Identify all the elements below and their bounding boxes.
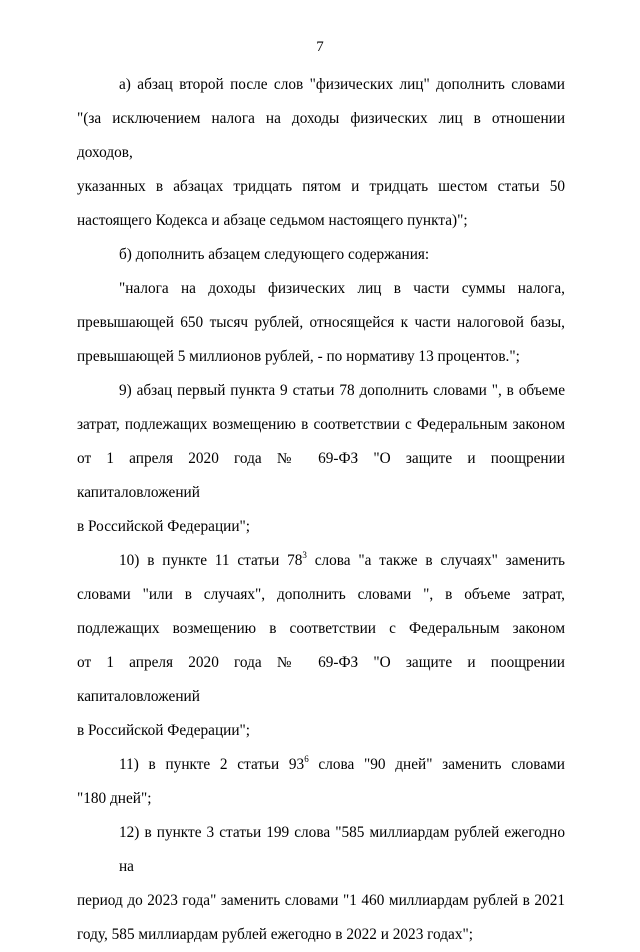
text-line: 9) абзац первый пункта 9 статьи 78 дополнить словами ", в объеме [119,382,565,399]
text-line: подлежащих возмещению в соответствии с Федеральным законом [77,620,565,637]
text-fragment: слова "90 дней" заменить словами [308,756,565,773]
text-line: "180 дней"; [77,790,152,807]
text-line: году, 585 миллиардам рублей ежегодно в 2022 и 2023 годах"; [77,926,473,943]
text-line: превышающей 650 тысяч рублей, относящейся к части налоговой базы, [77,314,565,331]
paragraph-item-11 [77,748,565,816]
paragraph-a [77,68,565,238]
text-line: период до 2023 года" заменить словами "1 460 миллиардам рублей в 2021 [77,892,565,909]
text-line: от 1 апреля 2020 года № 69-ФЗ "О защите и поощрении капиталовложений [77,654,565,705]
text-line: "налога на доходы физических лиц в части суммы налога, [119,280,565,297]
text-line: в Российской Федерации"; [77,518,250,535]
text-line: затрат, подлежащих возмещению в соответствии с Федеральным законом [77,416,565,433]
text-line: б) дополнить абзацем следующего содержания: [119,246,430,263]
superscript: 6 [304,754,309,764]
text-line [77,748,565,782]
document-body [77,68,565,952]
text-fragment: 11) в пункте 2 статьи 93 [119,756,305,773]
text-line: настоящего Кодекса и абзаце седьмом настоящего пункта)"; [77,212,468,229]
text-line: в Российской Федерации"; [77,722,250,739]
paragraph-item-10 [77,544,565,748]
text-line: 12) в пункте 3 статьи 199 слова "585 миллиардам рублей ежегодно на [119,824,565,875]
text-fragment: слова "а также в случаях" заменить [306,552,566,569]
text-line: "(за исключением налога на доходы физических лиц в отношении доходов, [77,110,565,161]
text-line: а) абзац второй после слов "физических лиц" дополнить словами [119,76,565,93]
paragraph-quote [77,272,565,374]
paragraph-item-9 [77,374,565,544]
paragraph-b [77,238,565,272]
text-line: указанных в абзацах тридцать пятом и тридцать шестом статьи 50 [77,178,565,195]
text-line: от 1 апреля 2020 года № 69-ФЗ "О защите и поощрении капиталовложений [77,450,565,501]
text-line [77,544,565,578]
superscript: 3 [302,550,307,560]
page-number: 7 [316,39,324,55]
text-fragment: 10) в пункте 11 статьи 78 [119,552,303,569]
paragraph-item-12 [77,816,565,952]
text-line: превышающей 5 миллионов рублей, - по нормативу 13 процентов."; [77,348,520,365]
text-line: словами "или в случаях", дополнить словами ", в объеме затрат, [77,586,565,603]
